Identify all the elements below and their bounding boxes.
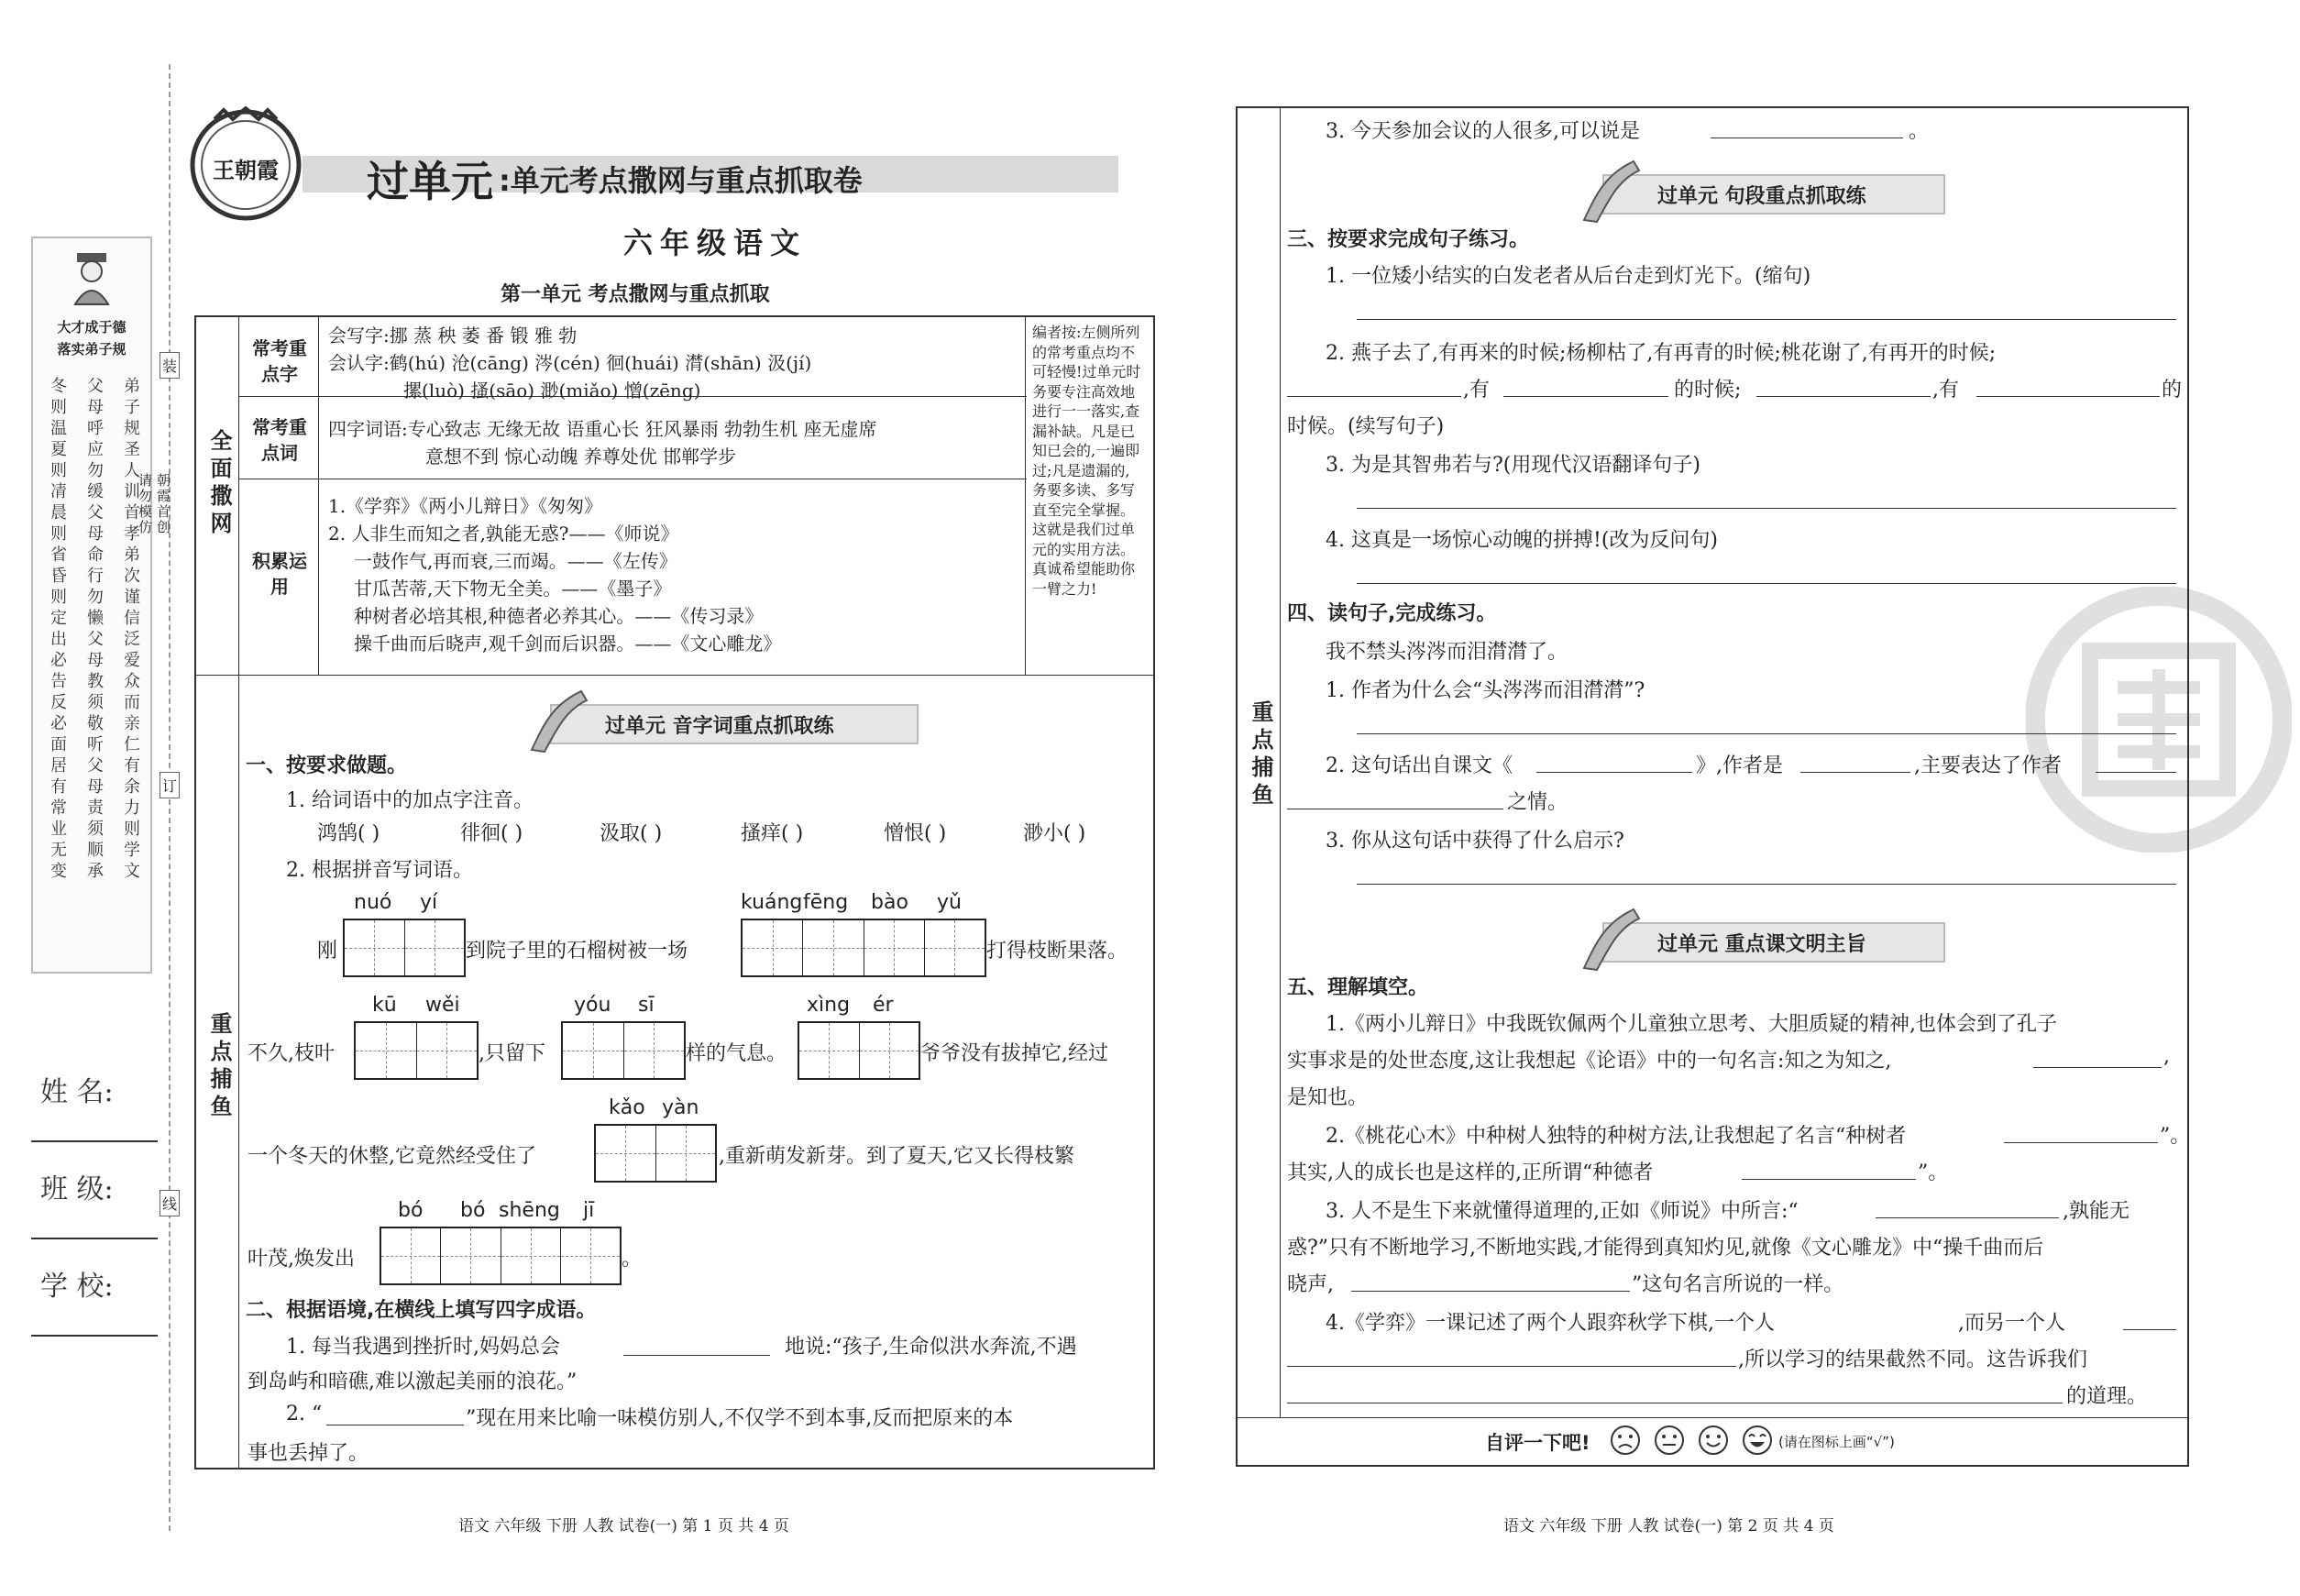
write-box-xinger[interactable] xyxy=(798,1021,920,1080)
usage-line-6: 操千曲而后晓声,观千剑而后识器。——《文心雕龙》 xyxy=(354,633,782,655)
motto-panel xyxy=(31,237,152,974)
banner-main-idea: 过单元 重点课文明主旨 xyxy=(1602,922,1945,963)
binding-mark-3: 线 xyxy=(160,1190,180,1216)
pinyin-word-5[interactable]: 憎恨( ) xyxy=(884,822,947,845)
answer-s4-q3[interactable] xyxy=(1357,884,2176,885)
right-side-label: 重点捕鱼 xyxy=(1248,700,1273,810)
horn-icon xyxy=(1579,156,1643,224)
grade-subject: 六年级语文 xyxy=(623,226,808,260)
usage-line-2: 2. 人非生而知之者,孰能无惑?——《师说》 xyxy=(328,523,679,545)
label-full-net: 全面撒网 xyxy=(206,429,232,539)
label-key-fishing: 重点捕鱼 xyxy=(206,1012,232,1122)
title-sub: :单元考点撒网与重点抓取卷 xyxy=(499,163,863,198)
horn-icon xyxy=(1579,904,1643,972)
section-2-title: 二、根据语境,在横线上填写四字成语。 xyxy=(246,1299,597,1322)
blank-s5-q3-1[interactable] xyxy=(1876,1217,2059,1218)
words-line-1: 四字词语:专心致志 无缘无故 语重心长 狂风暴雨 勃勃生机 座无虚席 xyxy=(328,418,877,440)
section-3-title: 三、按要求完成句子练习。 xyxy=(1287,228,1530,251)
note-original: 朝霞首创 xyxy=(155,473,171,535)
chars-line-2: 会认字:鹤(hú) 沧(cāng) 涔(cén) 徊(huái) 潸(shān) 汲(jí) xyxy=(328,352,812,374)
blank-s4-author[interactable] xyxy=(1800,772,1910,773)
chars-line-3: 摞(luò) 搔(sāo) 渺(miǎo) 憎(zēng) xyxy=(403,380,701,402)
note-no-copy: 请勿模仿 xyxy=(137,473,153,535)
blank-s3-q2-2[interactable] xyxy=(1503,396,1668,397)
usage-line-1: 1.《学弈》《两小儿辩日》《匆匆》 xyxy=(328,495,603,517)
blank-s3-q2-1[interactable] xyxy=(1287,396,1461,397)
class-field[interactable] xyxy=(31,1238,158,1239)
horn-icon xyxy=(526,686,590,754)
right-footer: 语文 六年级 下册 人教 试卷(一) 第 2 页 共 4 页 xyxy=(1503,1517,1834,1535)
left-footer: 语文 六年级 下册 人教 试卷(一) 第 1 页 共 4 页 xyxy=(458,1517,789,1535)
section-4-title: 四、读句子,完成练习。 xyxy=(1287,602,1497,625)
answer-s4-q1[interactable] xyxy=(1357,733,2176,734)
usage-line-5: 种树者必培其根,种德者必养其心。——《传习录》 xyxy=(354,605,764,627)
sad-face-icon[interactable] xyxy=(1610,1425,1641,1459)
binding-mark-2: 订 xyxy=(160,772,180,798)
motto-column-3: 冬则温夏则凊晨则省昏则定出必告反必面居有常业无变 xyxy=(50,377,67,881)
answer-s3-q1[interactable] xyxy=(1357,319,2176,320)
smile-face-icon[interactable] xyxy=(1698,1425,1729,1459)
motto-top: 大才成于德 xyxy=(57,319,127,336)
blank-s3-q2-4[interactable] xyxy=(1976,396,2160,397)
name-field[interactable] xyxy=(31,1140,158,1142)
section-5-title: 五、理解填空。 xyxy=(1287,976,1429,999)
motto-bottom: 落实弟子规 xyxy=(57,341,127,358)
blank-s5-q2-1[interactable] xyxy=(2004,1142,2158,1143)
blank-s4-emotion-a[interactable] xyxy=(2096,772,2176,773)
write-box-kuangfengbaoyu[interactable] xyxy=(741,919,986,977)
banner-vocab-practice: 过单元 音字词重点抓取练 xyxy=(550,704,919,744)
write-box-kaoyan[interactable] xyxy=(594,1124,717,1183)
blank-s5-q2-2[interactable] xyxy=(1742,1179,1916,1180)
neutral-face-icon[interactable] xyxy=(1654,1425,1685,1459)
pinyin-word-2[interactable]: 徘徊( ) xyxy=(460,822,523,845)
blank-s5-q4-1[interactable] xyxy=(2123,1329,2176,1330)
usage-line-4: 甘瓜苦蒂,天下物无全美。——《墨子》 xyxy=(354,578,672,600)
write-box-boboshengji[interactable] xyxy=(380,1227,622,1285)
name-label: 姓 名: xyxy=(40,1076,114,1108)
row-label-words: 常考重点词 xyxy=(252,416,307,464)
write-box-yousi[interactable] xyxy=(561,1021,686,1080)
chars-line-1: 会写字:挪 蒸 秧 萎 番 锻 雅 勃 xyxy=(328,325,578,347)
blank-s5-q1[interactable] xyxy=(2033,1067,2162,1068)
blank-s4-source[interactable] xyxy=(1536,772,1692,773)
brand-logo xyxy=(187,106,304,224)
motto-column-2: 父母呼应勿缓父母命行勿懒父母教须敬听父母责须顺承 xyxy=(87,377,104,881)
write-box-nuoyi[interactable] xyxy=(343,919,466,977)
blank-s5-q4-2[interactable] xyxy=(1287,1366,1736,1367)
school-label: 学 校: xyxy=(40,1271,114,1303)
pinyin-word-1[interactable]: 鸿鹄( ) xyxy=(317,822,380,845)
blank-s3-q2-3[interactable] xyxy=(1756,396,1931,397)
section-1-title: 一、按要求做题。 xyxy=(246,754,408,777)
pinyin-word-3[interactable]: 汲取( ) xyxy=(600,822,663,845)
words-line-2: 意想不到 惊心动魄 养尊处优 邯郸学步 xyxy=(425,446,737,468)
pinyin-word-4[interactable]: 搔痒( ) xyxy=(741,822,804,845)
row-label-usage: 积累运用 xyxy=(252,550,307,598)
unit-title: 第一单元 考点撒网与重点抓取 xyxy=(501,283,770,306)
class-label: 班 级: xyxy=(40,1173,114,1205)
banner-sentence-practice: 过单元 句段重点抓取练 xyxy=(1602,174,1945,215)
blank-s5-q3-2[interactable] xyxy=(1351,1291,1630,1292)
scholar-illustration xyxy=(70,249,114,308)
self-eval-hint: (请在图标上画“√”) xyxy=(1778,1434,1895,1450)
answer-s3-q4[interactable] xyxy=(1357,583,2176,584)
self-eval-label: 自评一下吧! xyxy=(1485,1432,1590,1454)
binding-mark-1: 装 xyxy=(160,352,180,379)
right-page-frame xyxy=(1236,106,2189,1467)
laugh-face-icon[interactable] xyxy=(1742,1425,1773,1459)
q2-text: 2. 根据拼音写词语。 xyxy=(286,859,473,882)
usage-line-3: 一鼓作气,再而衰,三而竭。——《左传》 xyxy=(354,550,677,572)
motto-column-1: 弟子规圣人训首孝弟次谨信泛爱众而亲仁有余力则学文 xyxy=(124,377,140,881)
write-box-kuwei[interactable] xyxy=(354,1021,479,1080)
row-label-chars: 常考重点字 xyxy=(252,337,307,385)
title-big: 过单元 xyxy=(367,157,493,206)
blank-s2-q1[interactable] xyxy=(623,1355,770,1356)
answer-s3-q3[interactable] xyxy=(1357,508,2176,509)
pinyin-word-6[interactable]: 渺小( ) xyxy=(1023,822,1086,845)
logo-text: 王朝霞 xyxy=(213,157,279,183)
school-field[interactable] xyxy=(31,1335,158,1337)
q1-text: 1. 给词语中的加点字注音。 xyxy=(286,789,534,812)
editor-note: 编者按:左侧所列的常考重点均不可轻慢!过单元时务要专注高效地进行一一落实,查漏补缺。凡是已知已会的,一遍即过;凡是遗漏的,务要多读、多写直至完全掌握。这就是我们过单元的实用方法。真诚希望能助你一臂之力! xyxy=(1032,324,1141,598)
